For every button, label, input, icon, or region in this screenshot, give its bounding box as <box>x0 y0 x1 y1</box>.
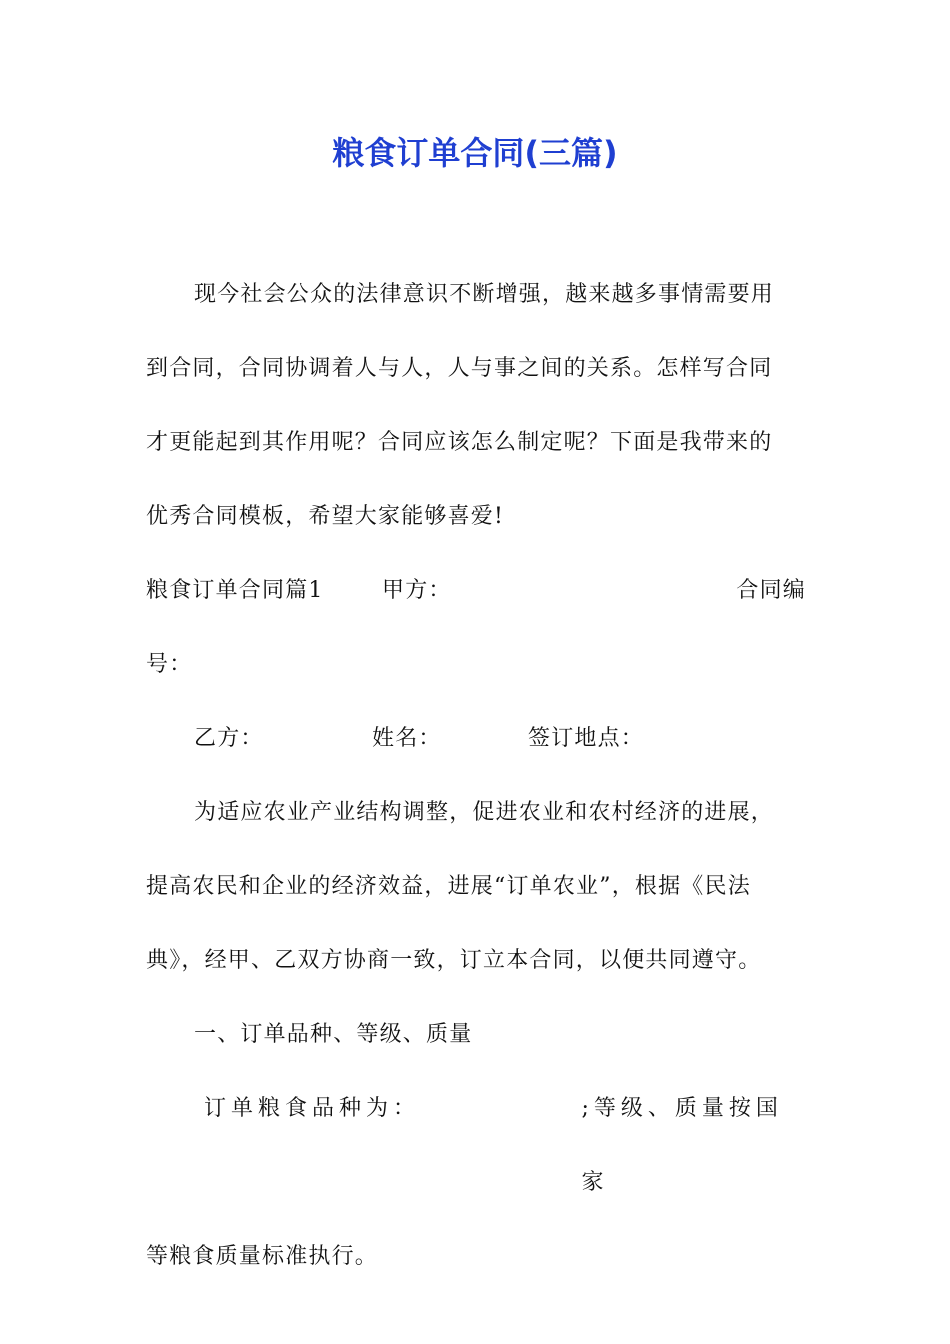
variety-standard-cont: 等粮食质量标准执行。 <box>146 1244 379 1269</box>
purpose-line-2: 提高农民和企业的经济效益，进展“订单农业”，根据《民法 <box>146 874 751 899</box>
contract-number-label: 合同编 <box>736 578 806 603</box>
page-title: 粮食订单合同(三篇) <box>332 134 618 172</box>
variety-label: 订单粮食品种为： <box>204 1096 421 1121</box>
intro-line-3: 才更能起到其作用呢？合同应该怎么制定呢？下面是我带来的 <box>146 430 773 455</box>
document-body <box>146 258 806 1294</box>
name-label: 姓名： <box>372 726 442 751</box>
contract-header-row <box>146 554 806 628</box>
purpose-line-1: 为适应农业产业结构调整，促进农业和农村经济的进展， <box>194 800 775 825</box>
purpose-line-3: 典》，经甲、乙双方协商一致，订立本合同，以便共同遵守。 <box>146 948 762 973</box>
intro-line-4: 优秀合同模板，希望大家能够喜爱! <box>146 504 505 529</box>
intro-line-2: 到合同，合同协调着人与人，人与事之间的关系。怎样写合同 <box>146 356 773 381</box>
variety-row <box>146 1072 806 1220</box>
signing-row <box>146 702 806 776</box>
party-b-label: 乙方： <box>194 726 264 751</box>
signing-place-label: 签订地点： <box>528 726 645 751</box>
section-label: 粮食订单合同篇1 <box>146 578 324 603</box>
party-a-label: 甲方： <box>382 578 452 603</box>
section-1-heading: 一、订单品种、等级、质量 <box>194 1022 473 1047</box>
variety-standard: ;等级、质量按国家 <box>581 1096 783 1195</box>
contract-number-label-cont: 号： <box>146 652 193 677</box>
intro-line-1: 现今社会公众的法律意识不断增强，越来越多事情需要用 <box>194 282 775 307</box>
